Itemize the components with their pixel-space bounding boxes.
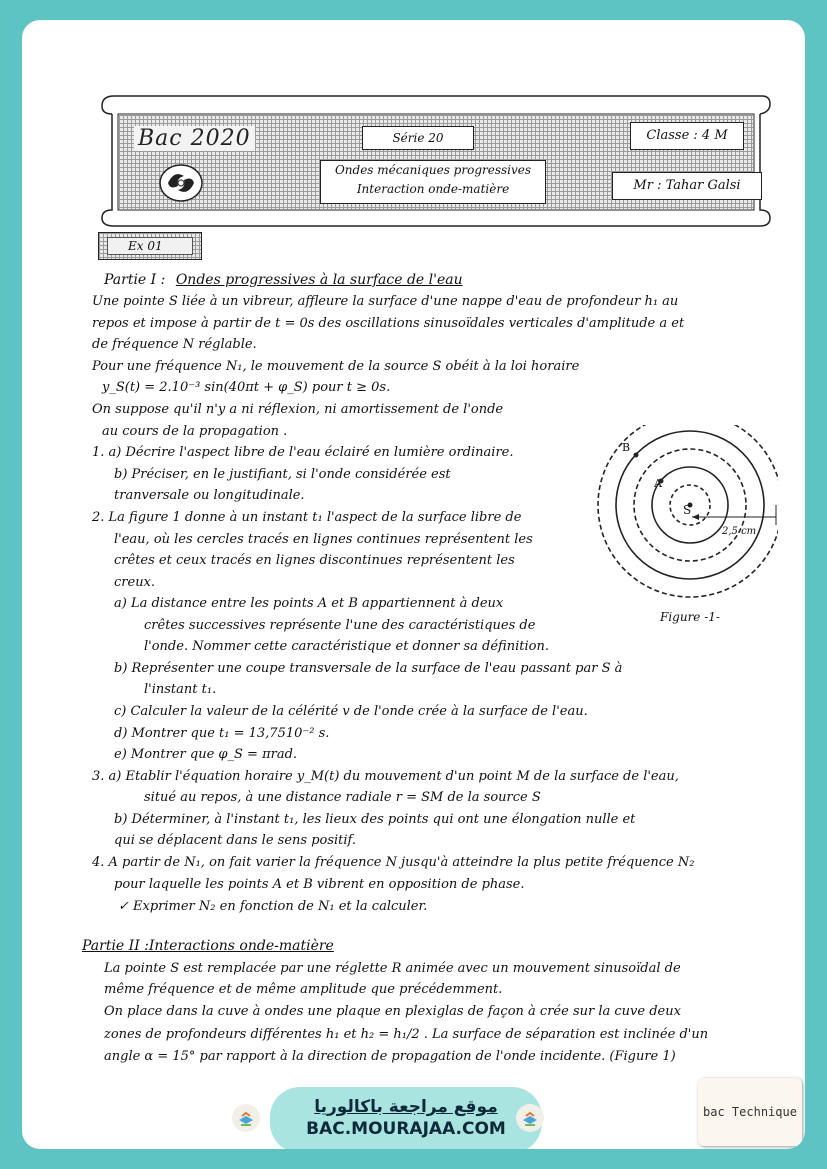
p2-line: On place dans la cuve à ondes une plaque en plexiglas de façon à crée sur la cuve deux bbox=[104, 1004, 681, 1019]
q2e: e) Montrer que φ_S = πrad. bbox=[114, 747, 298, 762]
q2a-cont: l'onde. Nommer cette caractéristique et donner sa définition. bbox=[144, 639, 549, 654]
exercise-tag bbox=[98, 232, 202, 260]
q2a: a) La distance entre les points A et B appartiennent à deux bbox=[114, 596, 504, 611]
q2c: c) Calculer la valeur de la célérité v de l'onde crée à la surface de l'eau. bbox=[114, 704, 588, 719]
q2a-cont: crêtes successives représente l'une des caractéristiques de bbox=[144, 618, 536, 633]
p1-line: de fréquence N réglable. bbox=[92, 337, 257, 352]
q2d: d) Montrer que t₁ = 13,7510⁻² s. bbox=[114, 726, 330, 741]
site-badge[interactable] bbox=[270, 1087, 542, 1149]
q2-cont: l'eau, où les cercles tracés en lignes continues représentent les bbox=[114, 532, 533, 547]
p2-line: angle α = 15° par rapport à la direction de propagation de l'onde incidente. (Figure 1) bbox=[104, 1049, 676, 1064]
point-b bbox=[634, 453, 639, 458]
book-logo-icon bbox=[232, 1104, 260, 1132]
site-arabic-title[interactable]: موقع مراجعة باكالوريا bbox=[314, 1097, 498, 1117]
exercise-label: Ex 01 bbox=[107, 237, 193, 255]
bac-technique-stamp: bac Technique bbox=[698, 1078, 802, 1146]
figure-caption: Figure -1- bbox=[660, 610, 720, 624]
p1-line: repos et impose à partir de t = 0s des oscillations sinusoïdales verticales d'amplitude a et bbox=[92, 316, 685, 331]
q1b: b) Préciser, en le justifiant, si l'onde considérée est bbox=[114, 467, 451, 482]
part1-prefix: Partie I : bbox=[104, 272, 166, 288]
q2b: b) Représenter une coupe transversale de la surface de l'eau passant par S à bbox=[114, 661, 623, 676]
p1-line: Pour une fréquence N₁, le mouvement de la source S obéit à la loi horaire bbox=[92, 359, 580, 374]
q3a-cont: situé au repos, à une distance radiale r = SM de la source S bbox=[144, 790, 541, 805]
p1-equation: y_S(t) = 2.10⁻³ sin(40πt + φ_S) pour t ≥ 0s. bbox=[102, 380, 391, 395]
label-b: B bbox=[622, 441, 631, 454]
q4: 4. A partir de N₁, on fait varier la fréquence N jusqu'à atteindre la plus petite fréquence N₂ bbox=[92, 855, 695, 870]
topic-box bbox=[320, 160, 546, 204]
p2-line: même fréquence et de même amplitude que précédemment. bbox=[104, 982, 503, 997]
q2-cont: crêtes et ceux tracés en lignes discontinues représentent les bbox=[114, 553, 515, 568]
teacher-box: Mr : Tahar Galsi bbox=[612, 172, 762, 200]
part2-title: Partie II :Interactions onde-matière bbox=[82, 938, 334, 954]
part1-heading bbox=[104, 271, 463, 289]
p1-line: au cours de la propagation . bbox=[102, 424, 288, 439]
header-banner bbox=[98, 92, 774, 228]
p1-line: Une pointe S liée à un vibreur, affleure la surface d'une nappe d'eau de profondeur h₁ au bbox=[92, 294, 679, 309]
q3b: b) Déterminer, à l'instant t₁, les lieux des points qui ont une élongation nulle et bbox=[114, 812, 636, 827]
q2: 2. La figure 1 donne à un instant t₁ l'aspect de la surface libre de bbox=[92, 510, 522, 525]
q2-cont: creux. bbox=[114, 575, 156, 590]
label-a: A bbox=[654, 477, 662, 490]
q4-check: ✓ Exprimer N₂ en fonction de N₁ et la calculer. bbox=[118, 899, 428, 914]
label-s: S bbox=[683, 503, 692, 517]
serie-box: Série 20 bbox=[362, 126, 474, 150]
q3b-cont: qui se déplacent dans le sens positif. bbox=[114, 833, 357, 848]
scale-arrow-icon bbox=[692, 514, 699, 520]
q1a: 1. a) Décrire l'aspect libre de l'eau éclairé en lumière ordinaire. bbox=[92, 445, 514, 460]
q1b-cont: tranversale ou longitudinale. bbox=[114, 488, 305, 503]
scale-label: 2,5 cm bbox=[722, 526, 757, 537]
bac-year-title: Bac 2020 bbox=[134, 126, 255, 151]
figure-1 bbox=[588, 425, 778, 615]
q2b-cont: l'instant t₁. bbox=[144, 682, 217, 697]
class-box: Classe : 4 M bbox=[630, 122, 744, 150]
q4-cont: pour laquelle les points A et B vibrent en opposition de phase. bbox=[114, 877, 525, 892]
topic-line-1: Ondes mécaniques progressives bbox=[334, 163, 532, 177]
p2-line: zones de profondeurs différentes h₁ et h₂ = h₁/2 . La surface de séparation est inclinée d'un bbox=[104, 1027, 709, 1042]
book-logo-icon bbox=[516, 1104, 544, 1132]
site-url[interactable]: BAC.MOURAJAA.COM bbox=[306, 1119, 506, 1139]
p1-line: On suppose qu'il n'y a ni réflexion, ni amortissement de l'onde bbox=[92, 402, 504, 417]
concentric-waves-diagram bbox=[588, 425, 778, 615]
part1-title: Ondes progressives à la surface de l'eau bbox=[175, 272, 463, 288]
topic-line-2: Interaction onde-matière bbox=[356, 182, 510, 196]
p2-line: La pointe S est remplacée par une réglette R animée avec un mouvement sinusoïdal de bbox=[104, 961, 681, 976]
page bbox=[22, 20, 805, 1149]
logo-emblem-icon bbox=[156, 162, 206, 204]
q3a: 3. a) Etablir l'équation horaire y_M(t) du mouvement d'un point M de la surface de l'eau, bbox=[92, 769, 679, 784]
